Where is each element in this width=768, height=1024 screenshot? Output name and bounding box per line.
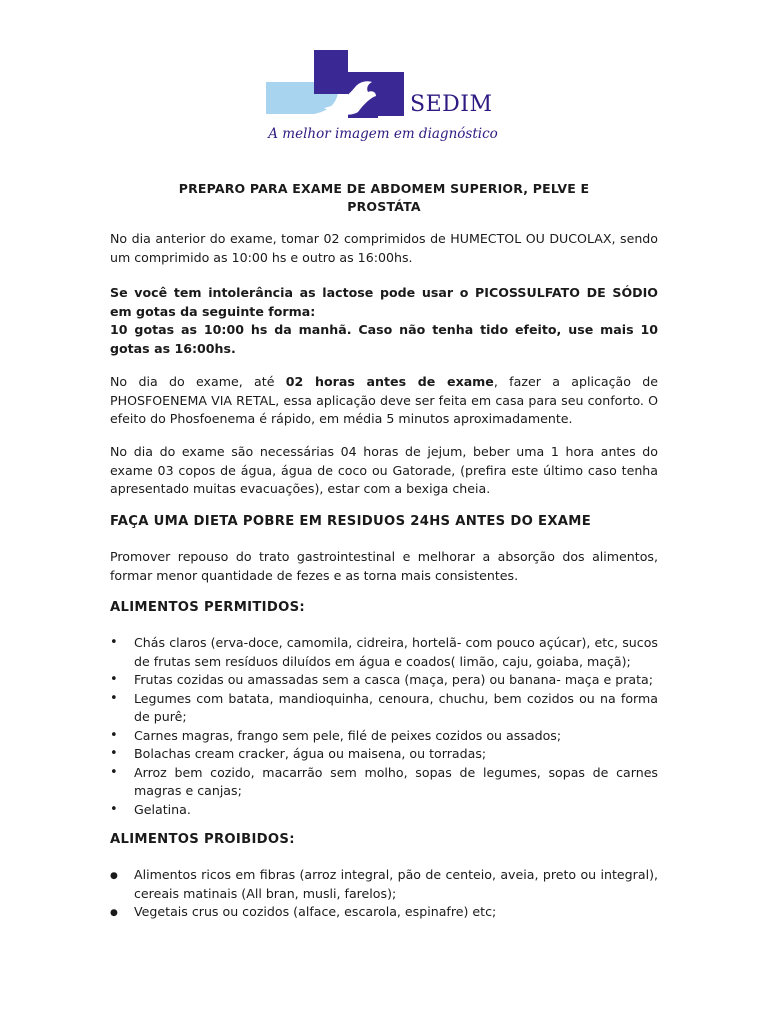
diet-heading: FAÇA UMA DIETA POBRE EM RESIDUOS 24HS ANTES DO EXAME: [110, 514, 592, 529]
enema-text-after: , fazer a aplicação de PHOSFOENEMA VIA RETAL, essa aplicação deve ser feita em casa para seu conforto. O efeito do Phosfoenema é rápido, em média 5 minutos aproximadamente.: [110, 374, 658, 426]
diet-paragraph: Promover repouso do trato gastrointestinal e melhorar a absorção dos alimentos, formar menor quantidade de fezes e as torna mais consistentes.: [110, 549, 658, 583]
forbidden-list: [110, 866, 658, 922]
list-item: • Legumes com batata, mandioquinha, cenoura, chuchu, bem cozidos ou na forma de purê;: [110, 690, 658, 727]
intolerance-line-1: Se você tem intolerância as lactose pode usar o PICOSSULFATO DE SÓDIO em gotas da seguinte forma:: [110, 285, 658, 319]
enema-text-bold: 02 horas antes de exame: [285, 374, 494, 389]
list-item: • Bolachas cream cracker, água ou maisena, ou torradas;: [110, 745, 658, 764]
intolerance-line-2: 10 gotas as 10:00 hs da manhã. Caso não tenha tido efeito, use mais 10 gotas as 16:00hs.: [110, 322, 658, 356]
enema-paragraph: [110, 373, 658, 429]
document-title: PREPARO PARA EXAME DE ABDOMEM SUPERIOR, PELVE E PROSTÁTA: [178, 181, 590, 214]
list-item: ● Vegetais crus ou cozidos (alface, escarola, espinafre) etc;: [110, 903, 658, 922]
list-item: ● Alimentos ricos em fibras (arroz integral, pão de centeio, aveia, preto ou integral), cereais matinais (All bran, musli, farelos);: [110, 866, 658, 903]
list-item: • Arroz bem cozido, macarrão sem molho, sopas de legumes, sopas de carnes magras e canjas;: [110, 764, 658, 801]
list-item: • Frutas cozidas ou amassadas sem a casca (maça, pera) ou banana- maça e prata;: [110, 671, 658, 690]
intolerance-paragraph: [110, 284, 658, 358]
logo-tagline: A melhor imagem em diagnóstico: [268, 126, 498, 142]
allowed-list: [110, 634, 658, 819]
allowed-heading: ALIMENTOS PERMITIDOS:: [110, 600, 305, 615]
forbidden-heading: ALIMENTOS PROIBIDOS:: [110, 832, 295, 847]
intro-paragraph: No dia anterior do exame, tomar 02 comprimidos de HUMECTOL OU DUCOLAX, sendo um comprimido as 10:00 hs e outro as 16:00hs.: [110, 231, 658, 265]
list-item: • Gelatina.: [110, 801, 658, 820]
logo-name: SEDIM: [410, 92, 493, 117]
enema-text-before: No dia do exame, até: [110, 374, 286, 389]
list-item: • Chás claros (erva-doce, camomila, cidreira, hortelã- com pouco açúcar), etc, sucos de frutas sem resíduos diluídos em água e coados( limão, caju, goiaba, maçã);: [110, 634, 658, 671]
fasting-paragraph: No dia do exame são necessárias 04 horas de jejum, beber uma 1 hora antes do exame 03 copos de água, água de coco ou Gatorade, (prefira este último caso tenha apresentado muitas evacuações), estar com a bexiga cheia.: [110, 444, 658, 496]
sedim-logo: [264, 46, 502, 150]
list-item: • Carnes magras, frango sem pele, filé de peixes cozidos ou assados;: [110, 727, 658, 746]
